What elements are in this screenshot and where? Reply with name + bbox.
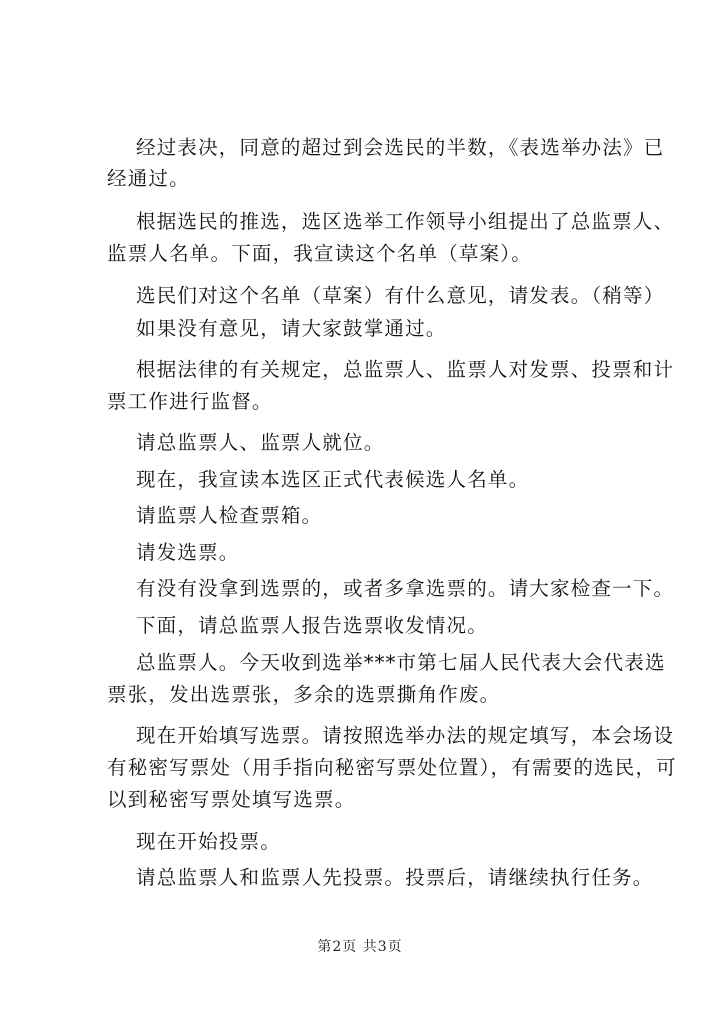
paragraph-6-text: 请总监票人、监票人就位。: [136, 431, 385, 454]
paragraph-9-text: 请发选票。: [136, 541, 240, 564]
paragraph-1-line-1: 经过表决，同意的超过到会选民的半数，《表选举办法》已: [136, 136, 665, 159]
paragraph-13-line-3: 以到秘密写票处填写选票。: [107, 788, 356, 811]
paragraph-14-text: 现在开始投票。: [136, 830, 281, 853]
paragraph-5-line-2: 票工作进行监督。: [107, 390, 273, 413]
paragraph-5-line-1: 根据法律的有关规定，总监票人、监票人对发票、投票和计: [136, 358, 675, 381]
paragraph-13-line-2: 有秘密写票处（用手指向秘密写票处位置），有需要的选民，可: [107, 756, 677, 779]
paragraph-4-text: 如果没有意见，请大家鼓掌通过。: [136, 317, 447, 340]
paragraph-2-line-1: 根据选民的推选，选区选举工作领导小组提出了总监票人、: [136, 210, 675, 233]
paragraph-12-line-2: 票张，发出选票张，多余的选票撕角作废。: [107, 683, 501, 706]
paragraph-10-text: 有没有没拿到选票的，或者多拿选票的。请大家检查一下。: [136, 577, 675, 600]
paragraph-8-text: 请监票人检查票箱。: [136, 504, 323, 527]
paragraph-15-text: 请总监票人和监票人先投票。投票后，请继续执行任务。: [136, 866, 654, 889]
paragraph-3-text: 选民们对这个名单（草案）有什么意见，请发表。（稍等）: [136, 284, 665, 307]
paragraph-1-line-2: 经通过。: [107, 167, 190, 190]
paragraph-12-line-1: 总监票人。今天收到选举***市第七届人民代表大会代表选: [136, 651, 666, 674]
paragraph-7-text: 现在，我宣读本选区正式代表候选人名单。: [136, 468, 530, 491]
paragraph-2-line-2: 监票人名单。下面，我宣读这个名单（草案）。: [107, 242, 532, 265]
paragraph-11-text: 下面，请总监票人报告选票收发情况。: [136, 614, 488, 637]
paragraph-13-line-1: 现在开始填写选票。请按照选举办法的规定填写，本会场设: [136, 724, 675, 747]
page-footer: 第2页 共3页: [317, 939, 403, 955]
